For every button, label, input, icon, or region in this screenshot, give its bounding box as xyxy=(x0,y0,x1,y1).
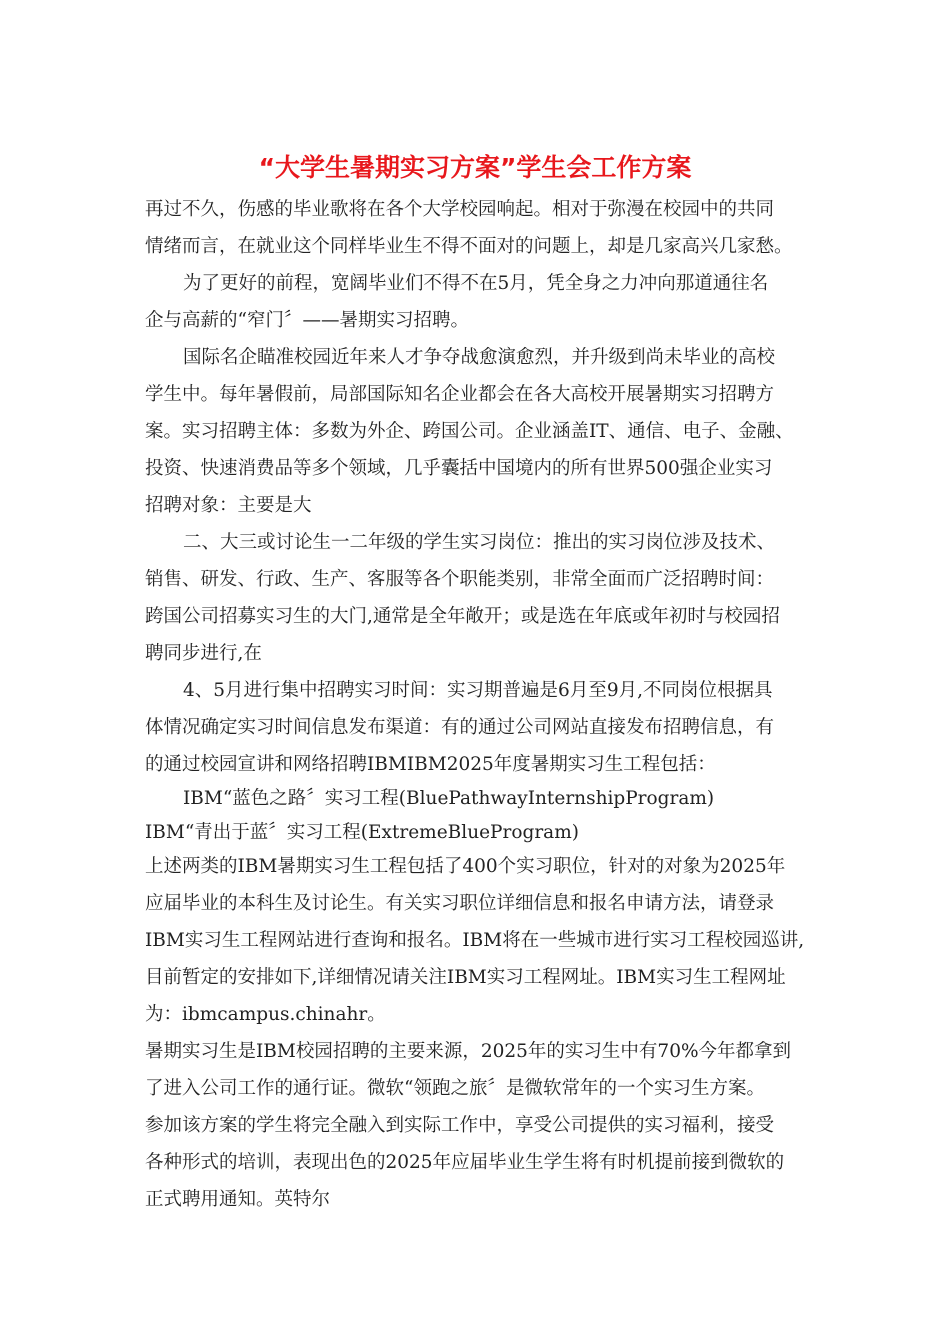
text-line: 跨国公司招募实习生的大门,通常是全年敞开；或是选在年底或年初时与校园招 xyxy=(145,606,780,627)
text-line: 情绪而言，在就业这个同样毕业生不得不面对的问题上，却是几家高兴几家愁。 xyxy=(145,236,793,257)
text-line: 为了更好的前程，宽阔毕业们不得不在5月，凭全身之力冲向那道通往名 xyxy=(183,273,769,294)
text-line: 了进入公司工作的通行证。微软“领跑之旅〞是微软常年的一个实习生方案。 xyxy=(145,1078,765,1099)
text-line: 应届毕业的本科生及讨论生。有关实习职位详细信息和报名申请方法，请登录 xyxy=(145,893,775,914)
text-line: 学生中。每年暑假前，局部国际知名企业都会在各大高校开展暑期实习招聘方 xyxy=(145,384,775,405)
text-line: 聘同步进行,在 xyxy=(145,643,262,664)
text-line: IBM“蓝色之路〞实习工程(BluePathwayInternshipProgram) xyxy=(183,788,715,809)
document-title: “大学生暑期实习方案”学生会工作方案 xyxy=(258,153,692,182)
text-line: 各种形式的培训，表现出色的2025年应届毕业生学生将有时机提前接到微软的 xyxy=(145,1152,785,1173)
text-line: 案。实习招聘主体：多数为外企、跨国公司。企业涵盖IT、通信、电子、金融、 xyxy=(145,421,794,442)
text-line: 为：ibmcampus.chinahr。 xyxy=(145,1004,386,1025)
text-line: 国际名企瞄准校园近年来人才争夺战愈演愈烈，并升级到尚未毕业的高校 xyxy=(183,347,776,368)
text-line: 正式聘用通知。英特尔 xyxy=(145,1189,331,1210)
text-line: 再过不久，伤感的毕业歌将在各个大学校园响起。相对于弥漫在校园中的共同 xyxy=(145,199,775,220)
text-line: 暑期实习生是IBM校园招聘的主要来源，2025年的实习生中有70%今年都拿到 xyxy=(145,1041,792,1062)
text-line: 的通过校园宣讲和网络招聘IBMIBM2025年度暑期实习生工程包括： xyxy=(145,754,716,775)
text-line: 4、5月进行集中招聘实习时间：实习期普遍是6月至9月,不同岗位根据具 xyxy=(183,680,773,701)
text-line: 二、大三或讨论生一二年级的学生实习岗位：推出的实习岗位涉及技术、 xyxy=(183,532,776,553)
text-line: 参加该方案的学生将完全融入到实际工作中，享受公司提供的实习福利，接受 xyxy=(145,1115,775,1136)
text-line: 目前暂定的安排如下,详细情况请关注IBM实习工程网址。IBM实习生工程网址 xyxy=(145,967,786,988)
text-line: 企与高薪的“窄门〞——暑期实习招聘。 xyxy=(145,310,469,331)
text-line: 体情况确定实习时间信息发布渠道：有的通过公司网站直接发布招聘信息，有 xyxy=(145,717,775,738)
text-line: 投资、快速消费品等多个领域，几乎囊括中国境内的所有世界500强企业实习 xyxy=(145,458,773,479)
text-line: IBM“青出于蓝〞实习工程(ExtremeBlueProgram) xyxy=(145,822,579,843)
text-line: IBM实习生工程网站进行查询和报名。IBM将在一些城市进行实习工程校园巡讲, xyxy=(145,930,805,951)
text-line: 销售、研发、行政、生产、客服等各个职能类别，非常全面而广泛招聘时间： xyxy=(145,569,775,590)
text-line: 招聘对象：主要是大 xyxy=(145,495,312,516)
text-line: 上述两类的IBM暑期实习生工程包括了400个实习职位，针对的对象为2025年 xyxy=(145,856,786,877)
